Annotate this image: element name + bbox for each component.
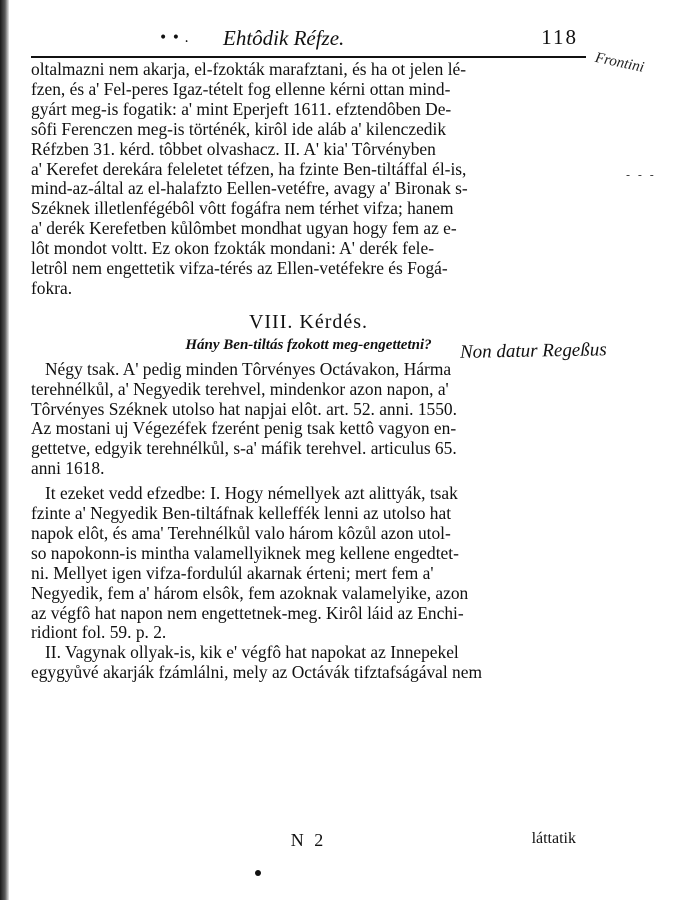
text-line: mind-az-által az el-halafzto Eellen-vetéfre, avagy a' Bironak s-	[31, 178, 468, 199]
text-line: gyárt meg-is fogatik: a' mint Eperjeft 1611. efztendôben De-	[31, 98, 452, 119]
book-spine-shadow	[0, 0, 9, 900]
text-line: Négy tsak. A' pedig minden Tôrvényes Octávakon, Hárma	[45, 358, 452, 379]
paragraph-1	[31, 60, 586, 299]
text-line: letrôl nem engettetik vifza-térés az Ellen-vetéfekre és Fogá-	[31, 258, 448, 279]
ornament-dots: • • .	[159, 30, 189, 46]
text-line: terehnélkůl, a' Negyedik terehvel, mindenkor azon napon, a'	[31, 378, 449, 399]
handwritten-note: Non datur Regeßus	[459, 339, 607, 363]
ink-dot	[255, 870, 261, 876]
page-number: 118	[541, 25, 578, 49]
text-line: Széknek illetlenfégébôl vôtt fogáfra nem térhet vifza; hanem	[31, 198, 454, 219]
section-subheading: Hány Ben-tiltás fzokott meg-engettetni?	[185, 336, 432, 353]
text-line: ridiont fol. 59. p. 2.	[31, 622, 167, 643]
section-heading: VIII. Kérdés.	[248, 310, 369, 333]
body-text	[31, 60, 586, 683]
marginal-note-top: Frontini	[593, 49, 646, 76]
text-line: az végfô hat napon nem engettetnek-meg. Kirôl láid az Enchi-	[31, 602, 464, 623]
text-line: sôfi Ferenczen meg-is történék, kirôl ide aláb a' kilenczedik	[31, 118, 447, 139]
book-page	[31, 22, 586, 882]
text-line: Tôrvényes Széknek utolso hat napjai elôt. art. 52. anni. 1550.	[31, 398, 457, 419]
text-line: gettetve, edgyik terehnélkůl, s-a' máfik terehvel. articulus 65.	[31, 438, 457, 459]
catchword: láttatik	[531, 830, 576, 847]
text-line: anni 1618.	[31, 458, 105, 479]
paragraph-3	[31, 484, 586, 643]
text-line: Az mostani uj Végezéfek fzerént penig tsak kettô vagyon en-	[31, 418, 457, 439]
text-line: egygyůvé akarják fzámlálni, mely az Octávák tifztafságával nem	[31, 662, 482, 683]
text-line: II. Vagynak ollyak-is, kik e' végfô hat napokat az Innepekel	[45, 642, 459, 663]
running-head	[31, 22, 586, 52]
text-line: Réfzben 31. kérd. tôbbet olvashacz. II. A' kia' Tôrvényben	[31, 138, 436, 159]
text-line: a' derék Kerefetben kůlômbet mondhat ugyan hogy fem az e-	[31, 218, 457, 239]
text-line: fokra.	[31, 277, 73, 298]
text-line: oltalmazni nem akarja, el-fzokták marafztani, és ha ot jelen lé-	[31, 59, 467, 79]
paragraph-2	[31, 360, 586, 479]
signature-mark: N 2	[290, 830, 327, 850]
text-line: Negyedik, fem a' három elsôk, fem azoknak valamelyike, azon	[31, 582, 469, 603]
text-line: napok elôt, és ama' Terehnélkůl valo három kôzůl azon utol-	[31, 522, 451, 543]
text-line: so napokonn-is mintha valamellyiknek meg kellene engedtet-	[31, 542, 459, 563]
text-line: lôt mondot voltt. Ez okon fzokták mondani: A' derék fele-	[31, 238, 435, 259]
text-line: ni. Mellyet igen vifza-fordulúl akarnak érteni; mert fem a'	[31, 562, 434, 583]
text-line: It ezeket vedd efzedbe: I. Hogy némellyek azt alittyák, tsak	[45, 483, 458, 504]
head-rule	[31, 56, 586, 58]
marginal-dashes: - - -	[626, 168, 656, 182]
text-line: a' Kerefet derekára feleletet téfzen, ha fzinte Ben-tiltáffal él-is,	[31, 158, 467, 179]
text-line: fzinte a' Negyedik Ben-tiltáfnak kelleffék lenni az utolso hat	[31, 503, 452, 524]
paragraph-4	[31, 643, 586, 683]
text-line: fzen, és a' Fel-peres Igaz-tételt fog ellenne kérni ottan mind-	[31, 78, 451, 99]
running-head-title: Ehtôdik Réfze.	[223, 26, 345, 50]
